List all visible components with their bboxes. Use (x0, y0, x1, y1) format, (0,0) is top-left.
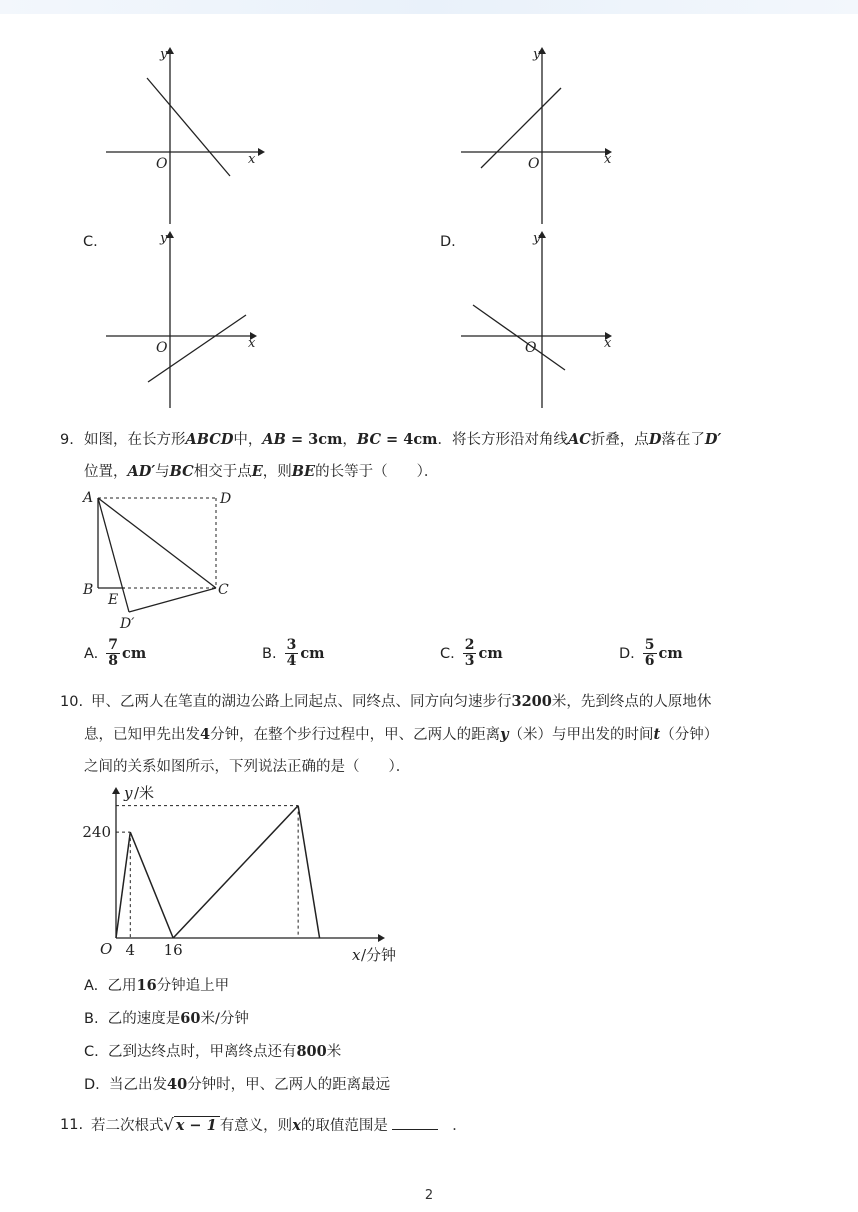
radicand: x − 1 (174, 1116, 220, 1134)
x-axis-unit-label: /分钟 (361, 946, 397, 964)
answer-blank[interactable] (392, 1117, 438, 1130)
y-axis-label: y (533, 231, 541, 246)
series-segment (130, 832, 173, 938)
x-axis-label: x (248, 152, 256, 167)
graph-option-d (455, 228, 625, 413)
y-axis-label: y (533, 47, 541, 62)
q9-rectangle-figure (78, 484, 248, 634)
top-decoration-band (0, 0, 858, 14)
x-axis-label: x (248, 336, 256, 351)
page-number: 2 (424, 1188, 434, 1203)
q9-number: 9. (60, 432, 74, 448)
graph-option-a (100, 44, 270, 229)
point-b-label: B (83, 582, 94, 598)
origin-label: O (525, 340, 537, 356)
point-c-label: C (218, 582, 229, 598)
point-a-label: A (83, 490, 94, 506)
series-segment (173, 806, 298, 938)
series-segment (116, 832, 130, 938)
x-axis-var-label: x (352, 946, 361, 964)
q10-text-line3: 之间的关系如图所示，下列说法正确的是（ ）． (84, 759, 411, 775)
q9-option-b[interactable]: B. $\frac{3}{4}$ cm (262, 637, 325, 669)
q9-text-line2: 位置，AD′与BC相交于点E，则BE的长等于（ ）． (84, 463, 439, 480)
y-axis-arrow (112, 787, 120, 794)
x-axis-label: x (604, 336, 612, 351)
q10-option-b[interactable]: B. 乙的速度是60米/分钟 (84, 1010, 249, 1027)
point-e-label: E (108, 592, 119, 608)
q11-text: 若二次根式√ x − 1 有意义，则x的取值范围是 ． (91, 1115, 467, 1134)
x-axis-label: x (604, 152, 612, 167)
y-axis-label: y (160, 231, 168, 246)
q10-option-d[interactable]: D. 当乙出发40分钟时，甲、乙两人的距离最远 (84, 1076, 391, 1093)
q10-distance-time-chart (78, 780, 418, 970)
origin-label: O (156, 340, 168, 356)
point-d-label: D (220, 491, 232, 507)
q10-option-c[interactable]: C. 乙到达终点时，甲离终点还有800米 (84, 1043, 342, 1060)
q11-number: 11. (60, 1117, 84, 1133)
chart-origin-label: O (100, 940, 113, 958)
q9-option-c[interactable]: C. $\frac{2}{3}$ cm (440, 637, 503, 669)
point-d-prime-label: D′ (120, 616, 135, 632)
q10-text-line1: 甲、乙两人在笔直的湖边公路上同起点、同终点、同方向匀速步行3200米，先到终点的人原地休 (91, 693, 712, 710)
series-segment (298, 806, 319, 938)
y-tick-label: 240 (82, 823, 111, 842)
q10-text-line2: 息，已知甲先出发4分钟，在整个步行过程中，甲、乙两人的距离y（米）与甲出发的时间t（分钟） (84, 726, 719, 743)
origin-label: O (156, 156, 168, 172)
y-axis-label: y (160, 47, 168, 62)
q10-option-a[interactable]: A. 乙用16分钟追上甲 (84, 977, 230, 994)
q9-text-line1: 如图，在长方形ABCD中，AB = 3cm，BC = 4cm．将长方形沿对角线AC折叠，点D落在了D′ (84, 431, 722, 448)
q10-number: 10. (60, 694, 84, 710)
x-axis-arrow (378, 934, 385, 942)
option-c-letter[interactable]: C. (83, 234, 98, 250)
q9-option-d[interactable]: D. $\frac{5}{6}$ cm (619, 637, 683, 669)
x-tick-label: 16 (163, 941, 183, 959)
graph-option-b (455, 44, 625, 229)
graph-option-c (100, 228, 270, 413)
x-tick-label: 4 (125, 941, 136, 959)
q9-option-a[interactable]: A. $\frac{7}{8}$ cm (84, 637, 147, 669)
y-axis-unit-label: /米 (134, 784, 155, 802)
option-d-letter[interactable]: D. (440, 234, 456, 250)
y-axis-var-label: y (124, 784, 133, 802)
origin-label: O (528, 156, 540, 172)
sqrt-sign-icon: √ (163, 1115, 174, 1134)
